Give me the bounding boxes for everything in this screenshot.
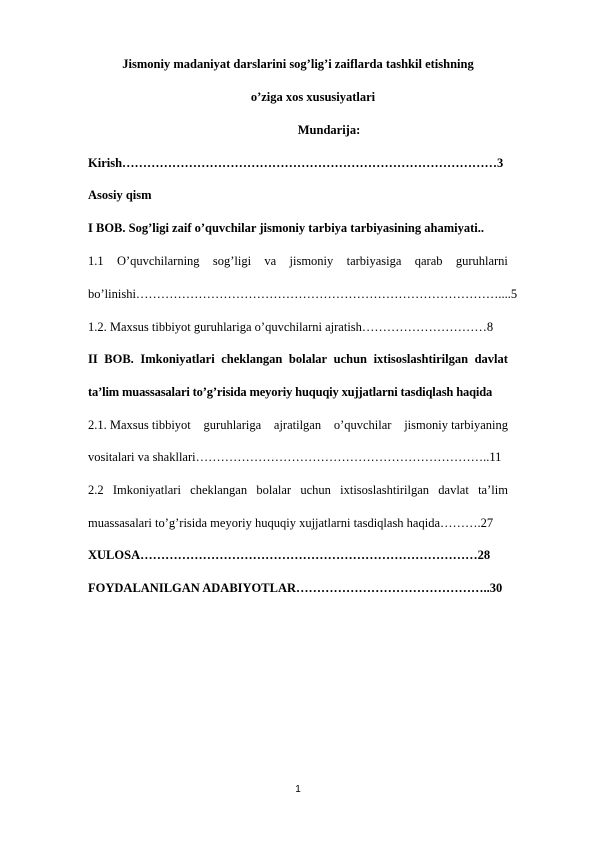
toc-kirish: Kirish………………………………………………………………………………3	[88, 156, 504, 170]
toc-word: va	[264, 254, 277, 268]
toc-section-2-1-line-1	[88, 418, 508, 433]
toc-word: o’quvchilar	[333, 418, 392, 432]
toc-word: guruhlarni	[455, 254, 508, 268]
title-line-1: Jismoniy madaniyat darslarini sog’lig’i zaiflarda tashkil etishning	[122, 57, 474, 71]
toc-section-2-2-line-1	[88, 483, 508, 498]
toc-bob-1: I BOB. Sog’ligi zaif o’quvchilar jismoniy tarbiya tarbiyasining ahamiyati..	[88, 221, 484, 235]
toc-word: cheklangan	[221, 352, 283, 366]
toc-word: BOB.	[104, 352, 134, 366]
toc-foydalanilgan-adabiyotlar: FOYDALANILGAN ADABIYOTLAR………………………………………..30	[88, 581, 503, 595]
toc-word: 2.2	[88, 483, 104, 497]
toc-asosiy-qism: Asosiy qism	[88, 188, 152, 202]
toc-word: ta’lim	[478, 483, 508, 497]
contents-heading: Mundarija:	[297, 123, 361, 137]
title-line-2: o’ziga xos xususiyatlari	[250, 90, 376, 104]
toc-section-1-1-line-1	[88, 254, 508, 269]
toc-word: O’quvchilarning	[116, 254, 200, 268]
toc-word: jismoniy tarbiyaning	[404, 418, 508, 432]
toc-word: guruhlariga	[203, 418, 262, 432]
toc-word: uchun	[300, 483, 331, 497]
toc-word: ajratilgan	[273, 418, 322, 432]
toc-word: cheklangan	[190, 483, 248, 497]
toc-word: qarab	[414, 254, 443, 268]
toc-word: 2.1. Maxsus tibbiyot	[88, 418, 191, 432]
toc-word: ixtisoslashtirilgan	[340, 483, 430, 497]
toc-word: bolalar	[288, 352, 328, 366]
toc-word: tarbiyasiga	[346, 254, 402, 268]
toc-word: jismoniy	[289, 254, 334, 268]
toc-bob-2-line-1	[88, 352, 508, 367]
toc-section-2-1-line-2: vositalari va shakllari……………………………………………………………..11	[88, 450, 502, 464]
toc-word: ixtisoslashtirilgan	[373, 352, 469, 366]
toc-word: Imkoniyatlari	[140, 352, 215, 366]
toc-word: sog’ligi	[212, 254, 252, 268]
toc-bob-2-line-2: ta’lim muassasalari to’g’risida meyoriy huquqiy xujjatlarni tasdiqlash haqida	[88, 385, 493, 399]
toc-word: davlat	[438, 483, 469, 497]
toc-word: davlat	[474, 352, 508, 366]
toc-word: Imkoniyatlari	[112, 483, 181, 497]
toc-xulosa: XULOSA………………………………………………………………………28	[88, 548, 491, 562]
toc-section-1-2: 1.2. Maxsus tibbiyot guruhlariga o’quvchilarni ajratish…………………………8	[88, 320, 494, 334]
toc-word: uchun	[333, 352, 368, 366]
toc-word: 1.1	[88, 254, 104, 268]
toc-section-2-2-line-2: muassasalari to’g’risida meyoriy huquqiy xujjatlarni tasdiqlash haqida……….27	[88, 516, 494, 530]
toc-word: bolalar	[256, 483, 292, 497]
toc-word: II	[88, 352, 98, 366]
toc-section-1-1-line-2: bo’linishi……………………………………………………………………………....5	[88, 287, 518, 301]
page-number: 1	[295, 784, 301, 795]
